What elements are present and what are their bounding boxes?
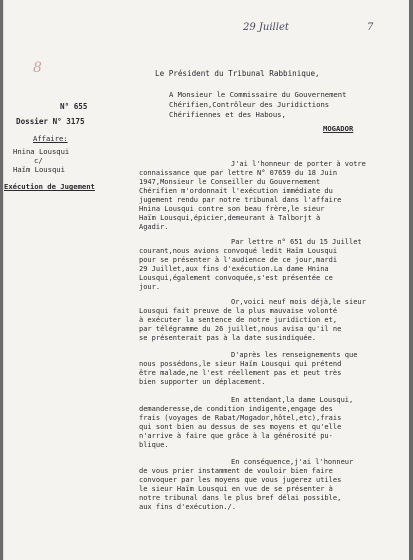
- body-line: le sieur Haïm Lousqui en vue de se présenter à: [139, 485, 333, 493]
- body-line: Or,voici neuf mois déjà,le sieur: [231, 298, 366, 306]
- body-line: connaissance que par lettre N° 07659 du 18 Juin: [139, 169, 338, 177]
- margin-mark: 8: [33, 60, 42, 76]
- body-line: Lousqui,également convoquée,s'est présentée ce: [139, 274, 333, 282]
- body-line: nous possédons,le sieur Haïm Lousqui qui prétend: [139, 360, 342, 368]
- body-line: Hnina Lousqui contre son beau frère,le sieur: [139, 205, 325, 213]
- body-line: frais (voyages de Rabat/Mogador,hôtel,etc),frais: [139, 414, 342, 422]
- sender-line: Le Président du Tribunal Rabbinique,: [155, 69, 320, 78]
- body-line: Haïm Lousqui,épicier,demeurant à Talborjt à: [139, 214, 321, 222]
- body-line: être malade,ne l'est réellement pas et peut très: [139, 369, 342, 377]
- body-line: à exécuter la sentence de notre juridiction et,: [139, 316, 338, 324]
- versus-mark: c/: [34, 156, 43, 165]
- subject-line: Exécution de Jugement: [4, 182, 95, 191]
- recipient-line-2: Chérifien,Contrôleur des Juridictions: [169, 100, 330, 109]
- body-line: aux fins d'exécution./.: [139, 503, 236, 511]
- party-defendant: Haïm Lousqui: [13, 165, 65, 174]
- body-line: notre tribunal dans le plus bref délai possible,: [139, 494, 342, 502]
- fold-line: [3, 0, 4, 560]
- body-line: En conséquence,j'ai l'honneur: [231, 458, 354, 466]
- body-line: jour.: [139, 283, 161, 291]
- body-line: demanderesse,de condition indigente,engage des: [139, 405, 333, 413]
- affaire-label: Affaire:: [33, 134, 68, 143]
- body-line: Agadir.: [139, 223, 169, 231]
- recipient-line-1: A Monsieur le Commissaire du Gouvernement: [169, 90, 347, 99]
- dossier-number: Dossier N° 3175: [16, 117, 85, 126]
- letter-page: [3, 0, 409, 560]
- body-line: Par lettre n° 651 du 15 Juillet: [231, 238, 362, 246]
- page-number: 7: [367, 22, 374, 33]
- date-header: 29 Juillet: [243, 22, 289, 33]
- body-line: blique.: [139, 441, 169, 449]
- body-line: courant,nous avions convoqué ledit Haïm Lousqui: [139, 247, 338, 255]
- body-line: de vous prier instamment de vouloir bien faire: [139, 467, 333, 475]
- body-line: convoquer par les moyens que vous jugerez utiles: [139, 476, 342, 484]
- body-line: En attendant,la dame Lousqui,: [231, 396, 354, 404]
- body-line: D'après les renseignements que: [231, 351, 358, 359]
- body-line: qui sont bien au dessus de ses moyens et qu'elle: [139, 423, 342, 431]
- reference-number: N° 655: [60, 102, 88, 111]
- body-line: bien supporter un déplacement.: [139, 378, 266, 386]
- body-line: se présenterait pas à la date susindiquée.: [139, 334, 317, 342]
- body-line: n'arrive à faire que grâce à la générosité pu-: [139, 432, 333, 440]
- body-line: Lousqui fait preuve de la plus mauvaise volonté: [139, 307, 338, 315]
- recipient-line-3: Chérifiennes et des Habous,: [169, 110, 286, 119]
- party-plaintiff: Hnina Lousqui: [13, 147, 70, 156]
- city-line: MOGADOR: [323, 124, 354, 133]
- body-line: 1947,Monsieur le Conseiller du Gouvernement: [139, 178, 321, 186]
- body-line: pour se présenter à l'audience de ce jour,mardi: [139, 256, 338, 264]
- body-line: jugement rendu par notre tribunal dans l'affaire: [139, 196, 342, 204]
- body-line: J'ai l'honneur de porter à votre: [231, 160, 366, 168]
- body-line: Chérifien m'ordonnait l'exécution immédiate du: [139, 187, 333, 195]
- body-line: par télégramme du 26 juillet,nous avisa qu'il ne: [139, 325, 342, 333]
- body-line: 29 Juillet,aux fins d'exécution.La dame Hnina: [139, 265, 329, 273]
